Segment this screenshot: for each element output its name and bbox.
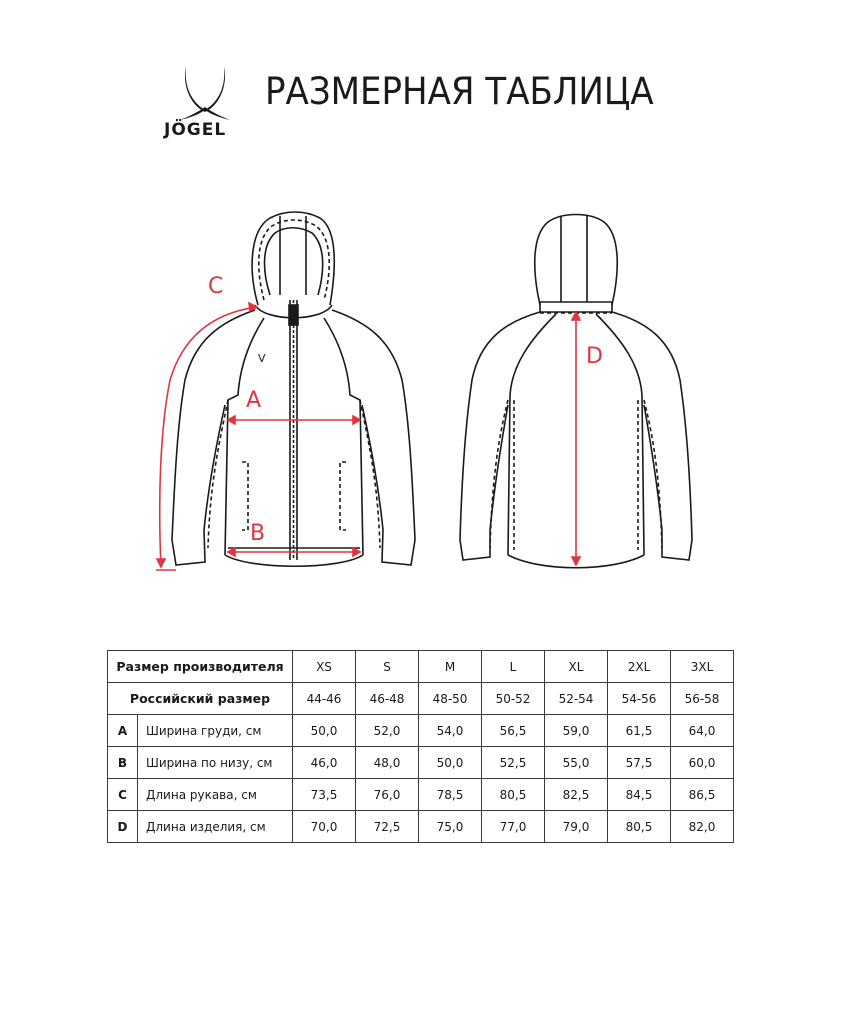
row-description: Ширина по низу, см xyxy=(138,747,293,779)
value-cell: 72,5 xyxy=(356,811,419,843)
russian-size-cell: 46-48 xyxy=(356,683,419,715)
value-cell: 46,0 xyxy=(293,747,356,779)
russian-size-cell: 48-50 xyxy=(419,683,482,715)
value-cell: 75,0 xyxy=(419,811,482,843)
table-row-a xyxy=(108,715,734,747)
page-title: РАЗМЕРНАЯ ТАБЛИЦА xyxy=(265,70,654,113)
size-cell: 2XL xyxy=(608,651,671,683)
value-cell: 54,0 xyxy=(419,715,482,747)
brand-wordmark: JÖGEL xyxy=(164,120,227,140)
front-jacket-outline xyxy=(172,212,415,566)
row-description: Ширина груди, см xyxy=(138,715,293,747)
value-cell: 56,5 xyxy=(482,715,545,747)
chest-logo-icon: V xyxy=(258,352,266,365)
value-cell: 61,5 xyxy=(608,715,671,747)
value-cell: 70,0 xyxy=(293,811,356,843)
row-description: Длина рукава, см xyxy=(138,779,293,811)
value-cell: 60,0 xyxy=(671,747,734,779)
size-cell: 3XL xyxy=(671,651,734,683)
value-cell: 77,0 xyxy=(482,811,545,843)
table-row-c xyxy=(108,779,734,811)
value-cell: 50,0 xyxy=(293,715,356,747)
value-cell: 76,0 xyxy=(356,779,419,811)
value-cell: 48,0 xyxy=(356,747,419,779)
row-letter: A xyxy=(108,715,138,747)
value-cell: 64,0 xyxy=(671,715,734,747)
size-table xyxy=(107,650,734,843)
header-manufacturer-size: Размер производителя xyxy=(108,651,293,683)
table-row-d xyxy=(108,811,734,843)
russian-size-cell: 54-56 xyxy=(608,683,671,715)
label-b: B xyxy=(250,521,266,546)
label-a: A xyxy=(246,388,262,413)
value-cell: 86,5 xyxy=(671,779,734,811)
value-cell: 55,0 xyxy=(545,747,608,779)
label-c: C xyxy=(208,274,224,299)
value-cell: 78,5 xyxy=(419,779,482,811)
value-cell: 59,0 xyxy=(545,715,608,747)
value-cell: 50,0 xyxy=(419,747,482,779)
value-cell: 80,5 xyxy=(608,811,671,843)
russian-size-cell: 44-46 xyxy=(293,683,356,715)
label-d: D xyxy=(586,344,603,369)
size-cell: XL xyxy=(545,651,608,683)
value-cell: 52,5 xyxy=(482,747,545,779)
value-cell: 57,5 xyxy=(608,747,671,779)
row-description: Длина изделия, см xyxy=(138,811,293,843)
value-cell: 80,5 xyxy=(482,779,545,811)
value-cell: 84,5 xyxy=(608,779,671,811)
size-cell: M xyxy=(419,651,482,683)
size-cell: XS xyxy=(293,651,356,683)
table-row-manufacturer-size xyxy=(108,651,734,683)
row-letter: B xyxy=(108,747,138,779)
header-russian-size: Российский размер xyxy=(108,683,293,715)
value-cell: 82,0 xyxy=(671,811,734,843)
size-cell: S xyxy=(356,651,419,683)
size-cell: L xyxy=(482,651,545,683)
value-cell: 79,0 xyxy=(545,811,608,843)
row-letter: D xyxy=(108,811,138,843)
table-row-b xyxy=(108,747,734,779)
table-row-russian-size xyxy=(108,683,734,715)
row-letter: C xyxy=(108,779,138,811)
russian-size-cell: 56-58 xyxy=(671,683,734,715)
value-cell: 82,5 xyxy=(545,779,608,811)
russian-size-cell: 50-52 xyxy=(482,683,545,715)
value-cell: 73,5 xyxy=(293,779,356,811)
value-cell: 52,0 xyxy=(356,715,419,747)
russian-size-cell: 52-54 xyxy=(545,683,608,715)
